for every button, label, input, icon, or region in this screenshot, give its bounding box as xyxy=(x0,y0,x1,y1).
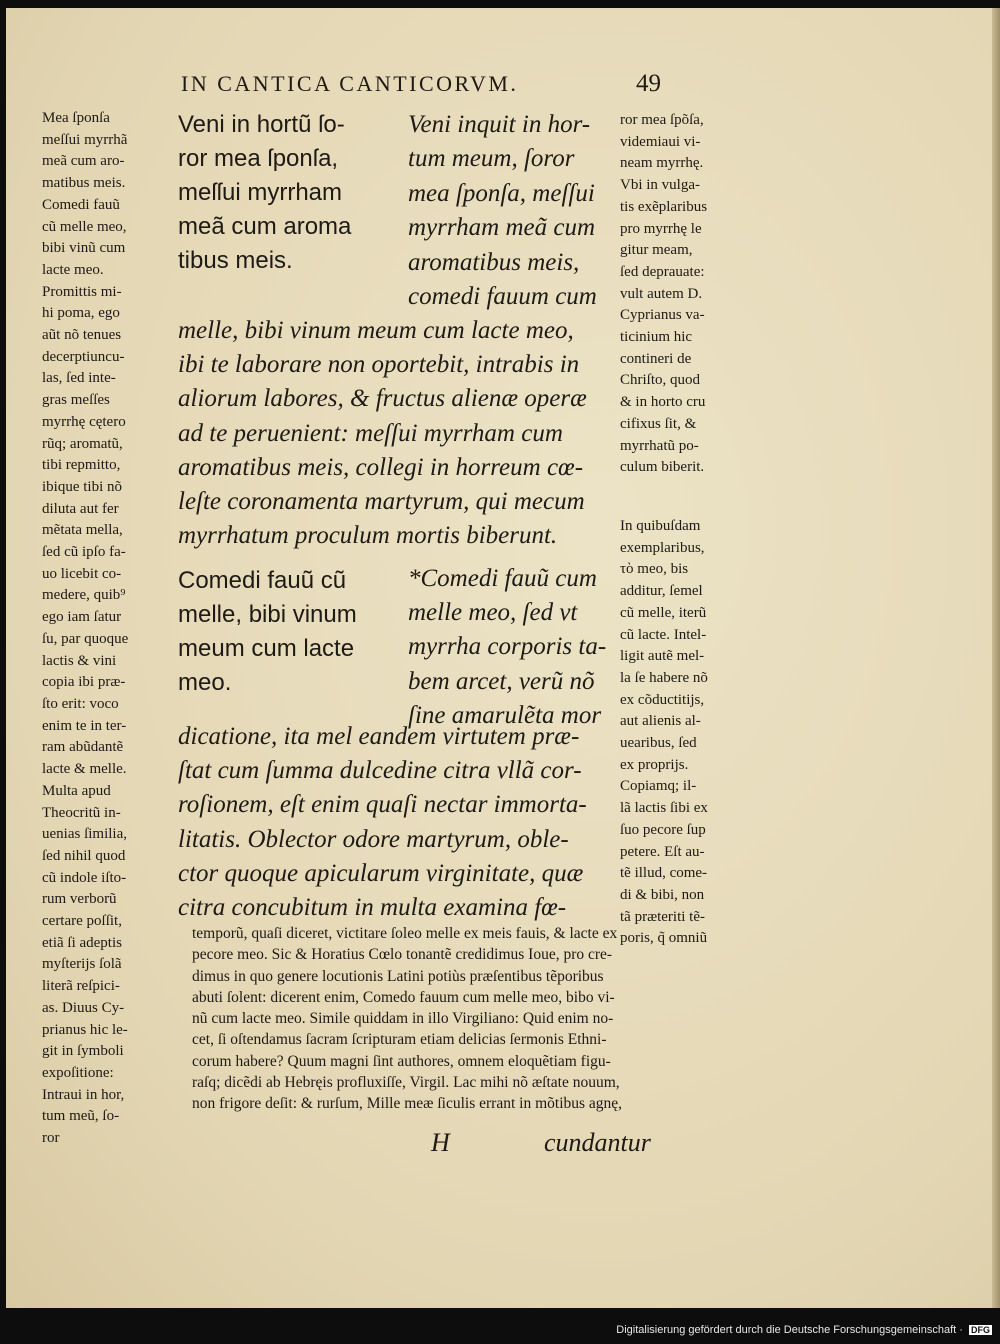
dfg-logo: DFG xyxy=(971,1325,990,1336)
credit-text: Digitalisierung gefördert durch die Deutsche Forschungsgemeinschaft · xyxy=(616,1324,963,1336)
commentary-comedi: *Comedi fauũ cum melle meo, ſed vt myrrha corporis ta- bem arcet, verũ nõ ſine amarulẽta mor xyxy=(408,565,607,729)
body-text-roman: temporũ, quaſi diceret, victitare ſoleo melle ex meis fauis, & lacte ex pecore meo. Sic & Horatius Cœlo tonantẽ credidimus Ioue, pro cre- dimus in quo genere locutionis Latini potiùs præſentibus tẽporibus abuti ſolent: dicerent enim, Comedo fauum cum melle meo, bibo vi- nũ cum lacte meo. Simile quiddam in illo Virgiliano: Quid enim no- cet, ſi oſtendamus ſacram ſcripturam etiam delicias ſermonis Ethni- corum habere? Quum magni ſint authores, omnem eloquẽtiam figu- raſq; dicẽdi ab Hebręis profluxiſſe, Virgil. Lac mihi nõ æſtate nouum, non frigore deſit: & rurſum, Mille meæ ſiculis errant in mõtibus agnę, xyxy=(192,925,623,1113)
lemma-veni: Veni in hortũ ſo- ror mea ſponſa, meſſui myrrham meã cum aroma tibus meis. xyxy=(178,111,352,274)
right-margin-note-2: In quibuſdam exemplaribus, τὸ meo, bis additur, ſemel cũ melle, iterũ cũ lacte. Intel- ligit autẽ mel- la ſe habere nõ ex cõductitijs, aut alienis al- uearibus, ſed ex proprijs. Copiamq; il- lã lactis ſibi ex ſuo pecore ſup petere. Eſt au- tẽ illud, come- di & bibi, non tã præteriti tẽ- poris, q̃ omniũ xyxy=(620,518,708,947)
page-number: 49 xyxy=(636,70,661,97)
left-margin-note: Mea ſponſa meſſui myrrhã meã cum aro- matibus meis. Comedi fauũ cũ melle meo, bibi vinũ cum lacte meo. Promittis mi- hi poma, ego aũt nõ tenues decerptiuncu- las, ſed inte- gras meſſes myrrhę cętero rũq; aromatũ, tibi repmitto, ibique tibi nõ diluta aut fer mẽtata mella, ſed cũ ipſo fa- uo licebit co- medere, quib⁹ ego iam ſatur ſu, par quoque lactis & vini copia ibi præ- ſto erit: voco enim te in ter- ram abũdantẽ lacte & melle. Multa apud Theocritũ in- uenias ſimilia, ſed nihil quod cũ indole iſto- rum verborũ certare poſſit, etiã ſi adeptis myſterijs ſolã literã reſpici- as. Diuus Cy- prianus hic le- git in ſymboli expoſitione: Intraui in hor, tum meũ, ſo- ror xyxy=(42,110,129,1147)
commentary-veni: Veni inquit in hor- tum meum, ſoror mea ſponſa, meſſui myrrham meã cum aromatibus meis, comedi fauum cum xyxy=(408,111,597,311)
commentary-full-1: melle, bibi vinum meum cum lacte meo, ibi te laborare non oportebit, intrabis in aliorum labores, & fructus alienæ operæ ad te peruenient: meſſui myrrham cum aromatibus meis, collegi in horreum cœ- leſte coronamenta martyrum, qui mecum myrrhatum proculum mortis biberunt. xyxy=(178,317,587,550)
commentary-full-2: dicatione, ita mel eandem virtutem præ- ſtat cum ſumma dulcedine citra vllã cor- roſionem, eſt enim quaſi nectar immorta- litatis. Oblector odore martyrum, oble- ctor quoque apicularum virginitate, quæ citra concubitum in multa examina fœ- xyxy=(178,723,587,922)
catchword: cundantur xyxy=(544,1128,651,1157)
lemma-comedi: Comedi fauũ cũ melle, bibi vinum meum cum lacte meo. xyxy=(178,567,357,696)
right-margin-note-1: ror mea ſpõſa, videmiaui vi- neam myrrhę. Vbi in vulga- tis exẽplaribus pro myrrhę le gitur meam, ſed deprauate: vult autem D. Cyprianus va- ticinium hic contineri de Chriſto, quod & in horto cru cifixus ſit, & myrrhatũ po- culum biberit. xyxy=(620,112,708,476)
book-page xyxy=(6,8,1000,1308)
page-edge xyxy=(992,8,1000,1308)
signature-mark: H xyxy=(431,1128,450,1157)
digitization-credit xyxy=(616,1324,992,1336)
running-head: IN CANTICA CANTICORVM. xyxy=(181,71,519,96)
